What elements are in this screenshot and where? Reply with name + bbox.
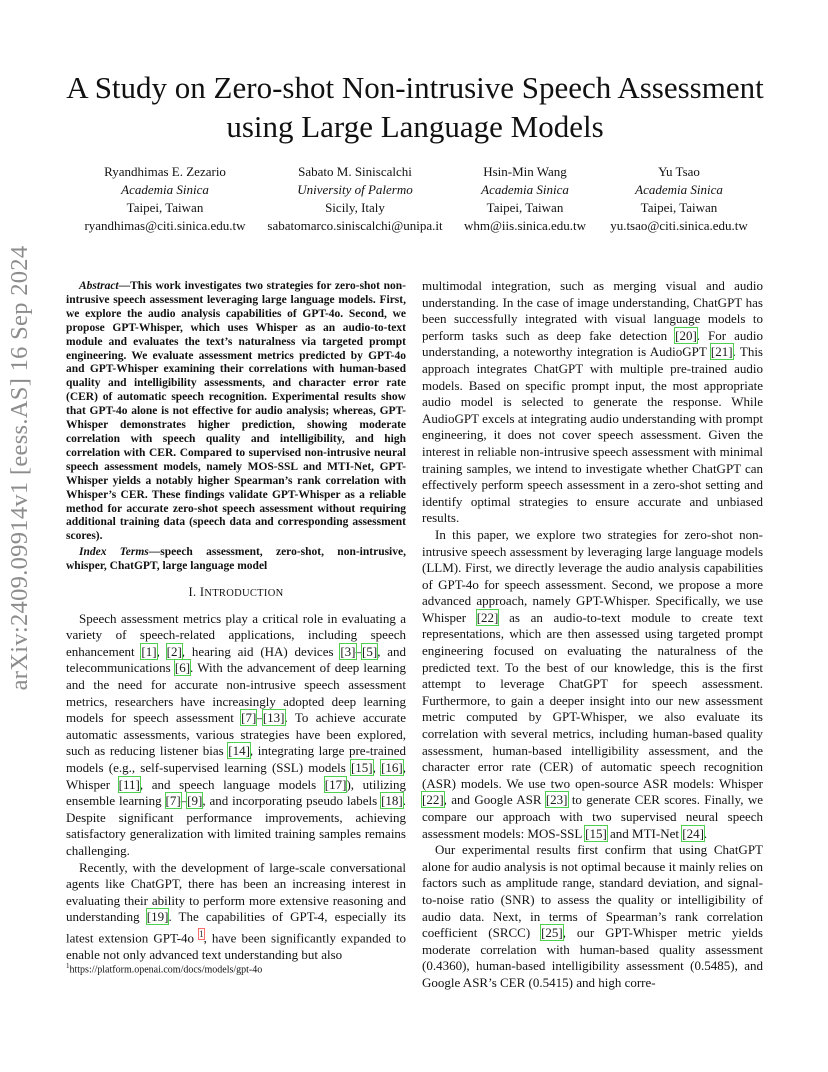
body-paragraph: Speech assessment metrics play a critical role in evaluating a variety of speech-related applications, including speech enhancement [1], [2], hearing aid (HA) devices [3]–[5], and telecommunications [6]. With the advancement of deep learning and the need for accurate non-intrusive speech assessment metrics, researchers have increasingly adopted deep learning models for speech assessment [7]–[13]. To achieve accurate automatic assessments, various strategies have been explored, such as reducing listener bias [14], integrating large pre-trained models (e.g., self-supervised learning (SSL) models [15], [16], Whisper [11], and speech language models [17]), utilizing ensemble learning [7]–[9], and incorporating pseudo labels [18]. Despite significant performance improvements, achieving satisfactory generalization with limited training samples remains challenging. <box>66 610 407 858</box>
left-column <box>66 280 406 963</box>
author-block <box>0 163 828 233</box>
author-name: Yu Tsao <box>658 164 700 179</box>
section-heading-introduction: I. INTRODUCTION <box>188 585 284 600</box>
author-1 <box>84 163 245 235</box>
author-name: Ryandhimas E. Zezario <box>104 164 226 179</box>
author-4 <box>610 163 748 235</box>
footnote-text: https://platform.openai.com/docs/models/gpt-4o <box>69 964 263 976</box>
arxiv-identifier-text: arXiv:2409.09914v1 [eess.AS] 16 Sep 2024 <box>6 245 33 691</box>
author-affiliation: Academia Sinica <box>121 182 209 197</box>
right-column <box>422 278 763 992</box>
footnote-mark: 1 <box>66 962 70 970</box>
author-location: Sicily, Italy <box>325 200 385 215</box>
author-email: ryandhimas@citi.sinica.edu.tw <box>84 218 246 233</box>
paper-title: A Study on Zero-shot Non-intrusive Speech Assessment using Large Language Models <box>66 70 764 144</box>
author-affiliation: Academia Sinica <box>481 182 569 197</box>
author-email: yu.tsao@citi.sinica.edu.tw <box>610 218 748 233</box>
author-location: Taipei, Taiwan <box>126 200 204 215</box>
footnote <box>66 962 406 975</box>
index-terms-text: —speech assessment, zero-shot, non-intrusive, whisper, ChatGPT, large language model <box>66 546 406 573</box>
index-terms <box>66 546 406 574</box>
author-name: Hsin-Min Wang <box>483 164 567 179</box>
abstract-lead: Abstract <box>79 280 119 292</box>
author-location: Taipei, Taiwan <box>640 200 718 215</box>
body-paragraph: multimodal integration, such as merging visual and audio understanding. In the case of image understanding, ChatGPT has been successfully integrated with visual language models to perform tasks such as deep fake detection [20]. For audio understanding, a noteworthy integration is AudioGPT [21]. This approach integrates ChatGPT with multiple pre-trained audio models. Based on specific prompt input, the most appropriate audio model is selected to generate the response. While AudioGPT excels at integrating audio understanding with prompt engineering, it does not cover speech assessment. Given the interest in reliable non-intrusive speech assessment with minimal training samples, we intend to investigate whether ChatGPT can effectively perform speech assessment in a zero-shot setting and identify optimal strategies to ensure accurate and unbiased results. <box>422 278 763 526</box>
index-terms-lead: Index Terms <box>79 546 149 559</box>
author-2 <box>267 163 442 235</box>
abstract <box>66 280 406 544</box>
author-3 <box>464 163 586 235</box>
arxiv-identifier <box>2 245 38 691</box>
author-affiliation: Academia Sinica <box>635 182 723 197</box>
author-email: whm@iis.sinica.edu.tw <box>463 218 587 233</box>
author-name: Sabato M. Siniscalchi <box>298 164 412 179</box>
abstract-text: —This work investigates two strategies for zero-shot non-intrusive speech assessment leveraging large language models. First, we explore the audio analysis capabilities of GPT-4o. Second, we propose GPT-Whisper, which uses Whisper as an audio-to-text module and evaluates the text’s naturalness via targeted prompt engineering. We evaluate assessment metrics predicted by GPT-4o and GPT-Whisper examining their correlations with human-based quality and intelligibility assessments, and character error rate (CER) of automatic speech recognition. Experimental results show that GPT-4o alone is not effective for audio analysis; whereas, GPT-Whisper demonstrates higher prediction, showing moderate correlation with speech quality and intelligibility, and high correlation with CER. Compared to supervised non-intrusive neural speech assessment models, namely MOS-SSL and MTI-Net, GPT-Whisper yields a notably higher Spearman’s rank correlation with Whisper’s CER. These findings validate GPT-Whisper as a reliable method for accurate zero-shot speech assessment without requiring additional training data (speech data and corresponding assessment scores). <box>66 280 406 543</box>
body-paragraph: In this paper, we explore two strategies for zero-shot non-intrusive speech assessment by leveraging large language models (LLM). First, we directly leverage the audio analysis capabilities of GPT-4o for speech assessment. Second, we propose a more advanced approach, namely GPT-Whisper. Specifically, we use Whisper [22] as an audio-to-text module to create text representations, which are then assessed using targeted prompt engineering focused on evaluating the naturalness of the predicted text. To the best of our knowledge, this is the first attempt to leverage ChatGPT for speech assessment. Furthermore, to gain a deeper insight into our new assessment metric computed by GPT-Whisper, we also evaluate its correlation with several metrics, including human-based quality assessment, human-based intelligibility assessment, and the character error rate (CER) of automatic speech recognition (ASR) models. We use two open-source ASR models: Whisper [22], and Google ASR [23] to generate CER scores. Finally, we compare our approach with two supervised neural speech assessment models: MOS-SSL [15] and MTI-Net [24]. <box>422 526 763 841</box>
body-paragraph: Our experimental results first confirm that using ChatGPT alone for audio analysis is not optimal because it mainly relies on factors such as amplitude range, standard deviation, and signal-to-noise ratio (SNR) to assess the quality or intelligibility of audio data. Next, in terms of Spearman’s rank correlation coefficient (SRCC) [25], our GPT-Whisper metric yields moderate correlation with human-based quality assessment (0.4360), human-based intelligibility assessment (0.5485), and Google ASR’s CER (0.5415) and high corre- <box>422 842 763 990</box>
author-affiliation: University of Palermo <box>297 182 413 197</box>
author-email: sabatomarco.siniscalchi@unipa.it <box>267 218 443 233</box>
body-paragraph: Recently, with the development of large-scale conversational agents like ChatGPT, there has been an increasing interest in evaluating their ability to perform more extensive reasoning and understanding [19]. The capabilities of GPT-4, especially its latest extension GPT-4o $^1$, have been significantly expanded to enable not only advanced text understanding but also <box>66 859 407 962</box>
author-location: Taipei, Taiwan <box>486 200 564 215</box>
